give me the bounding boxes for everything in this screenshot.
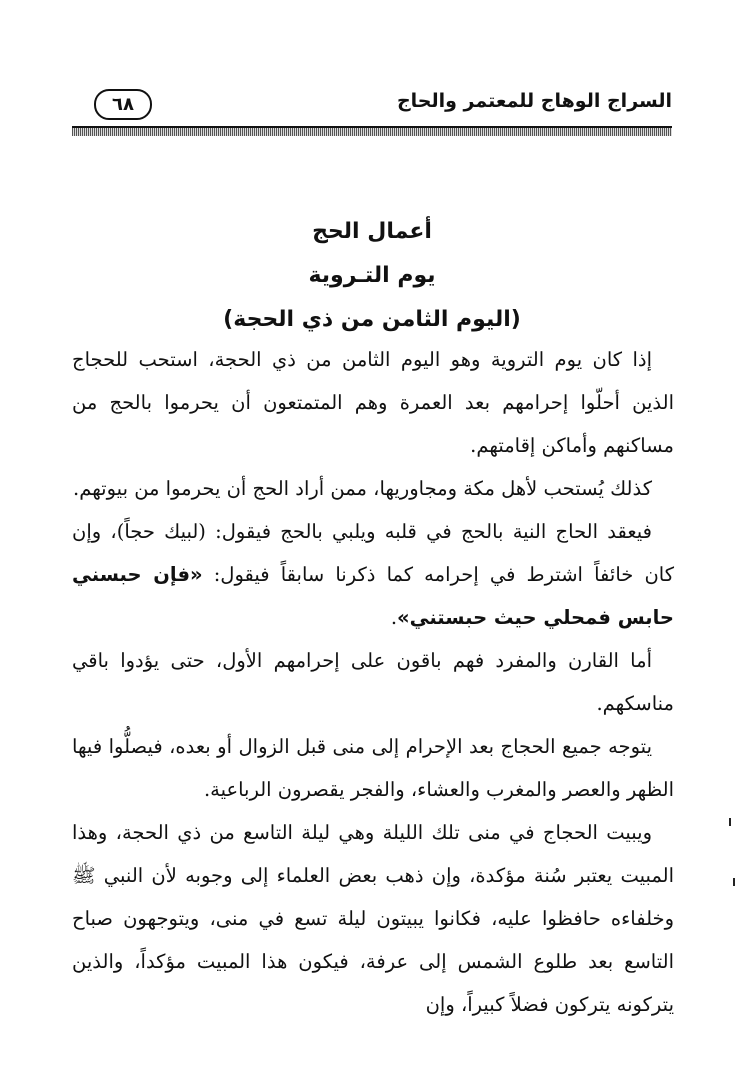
paragraph: ويبيت الحجاج في منى تلك الليلة وهي ليلة التاسع من ذي الحجة، وهذا المبيت يعتبر سُنة مؤكدة، وإن ذهب بعض العلماء إلى وجوبه لأن النبي ﷺ وخلفاءه حافظوا عليه، فكانوا يبيتون ليلة تسع في منى، ويتوجهون صباح التاسع بعد طلوع الشمس إلى عرفة، فيكون هذا المبيت مؤكداً، والذين يتركونه يتركون فضلاً كبيراً، وإن [72, 821, 674, 1016]
paragraph-text: فيعقد الحاج النية بالحج في قلبه ويلبي بالحج فيقول: (لبيك حجاً)، وإن كان خائفاً اشترط في إحرامه كما ذكرنا سابقاً فيقول: [72, 520, 674, 586]
paragraph [72, 510, 674, 639]
sub-heading: يوم التـروية [308, 263, 436, 288]
book-title: السراج الوهاج للمعتمر والحاج [396, 90, 672, 112]
body-text [72, 338, 674, 1026]
hadith-quote: «فإن حبسني حابس فمحلي حيث حبستني» [72, 563, 674, 629]
running-header [72, 88, 672, 126]
paragraph: إذا كان يوم التروية وهو اليوم الثامن من ذي الحجة، استحب للحجاج الذين أحلّوا إحرامهم بعد العمرة وهم المتمتعون أن يحرموا بالحج من مساكنهم وأماكن إقامتهم. [72, 348, 674, 457]
paragraph: يتوجه جميع الحجاج بعد الإحرام إلى منى قبل الزوال أو بعده، فيصلُّوا فيها الظهر والعصر والمغرب والعشاء، والفجر يقصرون الرباعية. [72, 735, 674, 801]
paragraph-end: . [390, 606, 398, 629]
page-number: ٦٨ [94, 89, 152, 120]
header-rule [72, 126, 672, 136]
paragraph: كذلك يُستحب لأهل مكة ومجاوريها، ممن أراد الحج أن يحرموا من بيوتهم. [73, 477, 652, 500]
paragraph: أما القارن والمفرد فهم باقون على إحرامهم الأول، حتى يؤدوا باقي مناسكهم. [72, 649, 674, 715]
main-heading: أعمال الحج [312, 219, 432, 244]
section-headings [72, 210, 672, 342]
date-heading: (اليوم الثامن من ذي الحجة) [223, 307, 521, 332]
scan-mark [733, 878, 735, 886]
scan-mark [729, 818, 731, 826]
